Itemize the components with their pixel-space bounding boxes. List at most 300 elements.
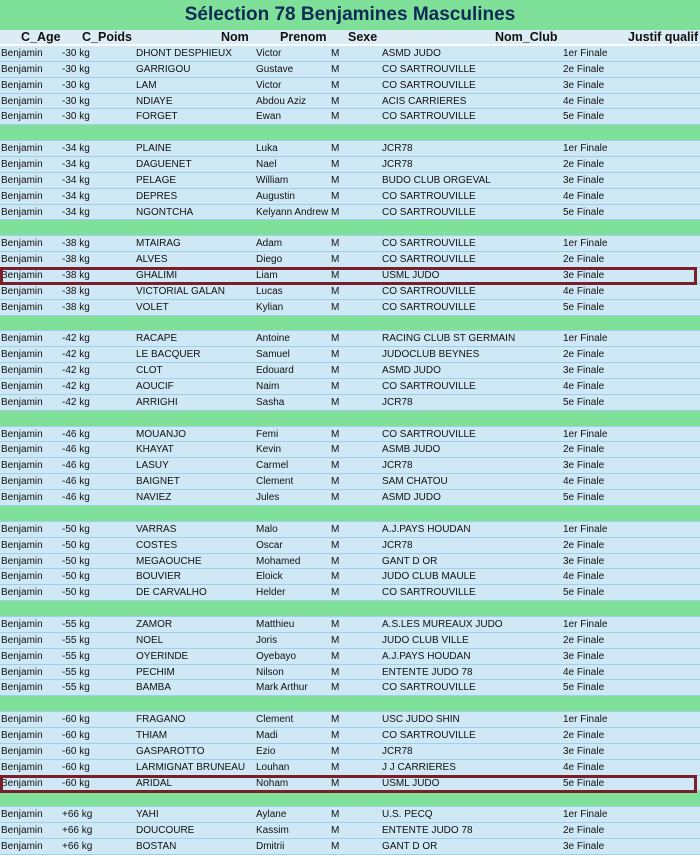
cell-justif-qualif: 1er Finale xyxy=(563,333,608,345)
cell-justif-qualif: 2e Finale xyxy=(563,349,605,361)
cell-nom-club: JCR78 xyxy=(382,539,413,551)
cell-prenom: Eloick xyxy=(256,571,283,583)
cell-c-poids: -42 kg xyxy=(62,396,90,408)
cell-sexe: M xyxy=(331,396,340,408)
cell-nom-club: GANT D OR xyxy=(382,555,438,567)
cell-sexe: M xyxy=(331,159,340,171)
cell-justif-qualif: 2e Finale xyxy=(563,63,605,75)
cell-sexe: M xyxy=(331,587,340,599)
cell-sexe: M xyxy=(331,492,340,504)
cell-nom-club: JCR78 xyxy=(382,396,413,408)
cell-justif-qualif: 5e Finale xyxy=(563,777,605,789)
cell-c-age: Benjamin xyxy=(1,48,43,59)
cell-c-poids: -38 kg xyxy=(62,285,90,297)
cell-sexe: M xyxy=(331,79,340,91)
cell-prenom: William xyxy=(256,174,289,186)
cell-prenom: Gustave xyxy=(256,63,294,75)
table-row xyxy=(0,712,700,728)
cell-nom-club: ASMD JUDO xyxy=(382,365,441,377)
cell-nom: LAM xyxy=(136,79,157,91)
cell-c-age: Benjamin xyxy=(1,745,43,757)
separator-row xyxy=(0,696,700,712)
cell-prenom: Kevin xyxy=(256,444,282,456)
cell-nom-club: ACIS CARRIERES xyxy=(382,95,467,107)
table-row xyxy=(0,538,700,554)
cell-justif-qualif: 4e Finale xyxy=(563,666,605,678)
cell-c-poids: -38 kg xyxy=(62,254,90,266)
table-row xyxy=(0,744,700,760)
cell-nom-club: J J CARRIERES xyxy=(382,761,456,773)
header-prenom: Prenom xyxy=(280,30,327,44)
cell-sexe: M xyxy=(331,301,340,313)
cell-c-age: Benjamin xyxy=(1,95,43,107)
cell-nom-club: CO SARTROUVILLE xyxy=(382,63,476,75)
cell-c-age: Benjamin xyxy=(1,254,43,266)
cell-c-poids: -46 kg xyxy=(62,428,90,440)
cell-c-age: Benjamin xyxy=(1,714,43,726)
separator-row xyxy=(0,316,700,332)
cell-sexe: M xyxy=(331,460,340,472)
cell-prenom: Liam xyxy=(256,270,278,282)
cell-nom-club: JCR78 xyxy=(382,159,413,171)
cell-nom: AOUCIF xyxy=(136,381,174,393)
cell-sexe: M xyxy=(331,333,340,345)
cell-justif-qualif: 2e Finale xyxy=(563,539,605,551)
cell-c-age: Benjamin xyxy=(1,809,43,821)
cell-sexe: M xyxy=(331,95,340,107)
cell-nom: YAHI xyxy=(136,809,159,821)
table-row xyxy=(0,839,700,855)
cell-c-age: Benjamin xyxy=(1,143,43,155)
cell-sexe: M xyxy=(331,825,340,837)
cell-c-age: Benjamin xyxy=(1,492,43,504)
cell-prenom: Nilson xyxy=(256,666,284,678)
table-row xyxy=(0,46,700,62)
cell-nom: NGONTCHA xyxy=(136,206,194,218)
cell-c-poids: -46 kg xyxy=(62,492,90,504)
table-row xyxy=(0,78,700,94)
cell-prenom: Oscar xyxy=(256,539,283,551)
cell-nom-club: BUDO CLUB ORGEVAL xyxy=(382,174,491,186)
cell-justif-qualif: 5e Finale xyxy=(563,682,605,694)
cell-nom: ZAMOR xyxy=(136,618,173,630)
table-row xyxy=(0,205,700,221)
cell-c-age: Benjamin xyxy=(1,444,43,456)
cell-nom: LARMIGNAT BRUNEAU xyxy=(136,761,246,773)
cell-c-age: Benjamin xyxy=(1,111,43,123)
cell-nom-club: U.S. PECQ xyxy=(382,809,433,821)
cell-justif-qualif: 5e Finale xyxy=(563,396,605,408)
separator-row xyxy=(0,506,700,522)
table-row xyxy=(0,347,700,363)
cell-sexe: M xyxy=(331,190,340,202)
cell-nom: BAIGNET xyxy=(136,476,180,488)
cell-c-poids: -55 kg xyxy=(62,618,90,630)
cell-justif-qualif: 5e Finale xyxy=(563,492,605,504)
cell-nom-club: CO SARTROUVILLE xyxy=(382,254,476,266)
cell-c-poids: -60 kg xyxy=(62,714,90,726)
cell-nom: ARIDAL xyxy=(136,777,173,789)
cell-c-poids: -42 kg xyxy=(62,349,90,361)
table-row xyxy=(0,569,700,585)
cell-c-poids: -34 kg xyxy=(62,159,90,171)
cell-nom: BAMBA xyxy=(136,682,172,694)
cell-justif-qualif: 1er Finale xyxy=(563,809,608,821)
cell-sexe: M xyxy=(331,777,340,789)
cell-c-poids: -55 kg xyxy=(62,666,90,678)
cell-nom: OYERINDE xyxy=(136,650,189,662)
cell-c-poids: -34 kg xyxy=(62,190,90,202)
cell-c-age: Benjamin xyxy=(1,729,43,741)
cell-c-age: Benjamin xyxy=(1,777,43,789)
cell-c-poids: -55 kg xyxy=(62,650,90,662)
cell-c-age: Benjamin xyxy=(1,555,43,567)
cell-c-age: Benjamin xyxy=(1,238,43,250)
cell-c-poids: -42 kg xyxy=(62,333,90,345)
cell-prenom: Malo xyxy=(256,523,278,535)
cell-prenom: Oyebayo xyxy=(256,650,297,662)
cell-nom: VOLET xyxy=(136,301,169,313)
cell-nom: DE CARVALHO xyxy=(136,587,207,599)
table-row xyxy=(0,62,700,78)
table-row xyxy=(0,157,700,173)
table-row xyxy=(0,363,700,379)
cell-c-age: Benjamin xyxy=(1,63,43,75)
cell-sexe: M xyxy=(331,650,340,662)
cell-c-age: Benjamin xyxy=(1,381,43,393)
cell-c-age: Benjamin xyxy=(1,190,43,202)
cell-sexe: M xyxy=(331,634,340,646)
cell-nom: THIAM xyxy=(136,729,168,741)
separator-row xyxy=(0,125,700,141)
table-row xyxy=(0,395,700,411)
cell-prenom: Kassim xyxy=(256,825,289,837)
cell-nom-club: ASMB JUDO xyxy=(382,444,441,456)
cell-c-poids: -46 kg xyxy=(62,460,90,472)
cell-sexe: M xyxy=(331,666,340,678)
cell-prenom: Mark Arthur xyxy=(256,682,308,694)
cell-sexe: M xyxy=(331,729,340,741)
cell-prenom: Aylane xyxy=(256,809,287,821)
cell-prenom: Abdou Aziz xyxy=(256,95,307,107)
cell-c-poids: -42 kg xyxy=(62,365,90,377)
table-row xyxy=(0,633,700,649)
cell-sexe: M xyxy=(331,840,340,852)
cell-justif-qualif: 1er Finale xyxy=(563,714,608,726)
table-row xyxy=(0,300,700,316)
cell-nom: ALVES xyxy=(136,254,168,266)
table-row xyxy=(0,331,700,347)
cell-nom: LASUY xyxy=(136,460,169,472)
cell-justif-qualif: 1er Finale xyxy=(563,523,608,535)
cell-prenom: Lucas xyxy=(256,285,283,297)
cell-nom-club: CO SARTROUVILLE xyxy=(382,238,476,250)
cell-justif-qualif: 2e Finale xyxy=(563,825,605,837)
cell-justif-qualif: 1er Finale xyxy=(563,143,608,155)
cell-prenom: Ewan xyxy=(256,111,282,123)
table-row xyxy=(0,427,700,443)
cell-prenom: Joris xyxy=(256,634,278,646)
cell-justif-qualif: 4e Finale xyxy=(563,95,605,107)
table-row xyxy=(0,554,700,570)
table-row xyxy=(0,236,700,252)
cell-nom: COSTES xyxy=(136,539,178,551)
cell-c-poids: -34 kg xyxy=(62,143,90,155)
cell-prenom: Adam xyxy=(256,238,283,250)
cell-nom: RACAPE xyxy=(136,333,178,345)
cell-c-poids: +66 kg xyxy=(62,840,93,852)
cell-justif-qualif: 4e Finale xyxy=(563,761,605,773)
cell-c-poids: -38 kg xyxy=(62,301,90,313)
cell-sexe: M xyxy=(331,381,340,393)
cell-sexe: M xyxy=(331,63,340,75)
cell-c-poids: -50 kg xyxy=(62,571,90,583)
cell-nom: MEGAOUCHE xyxy=(136,555,202,567)
cell-prenom: Clement xyxy=(256,476,294,488)
table-row xyxy=(0,649,700,665)
cell-nom: CLOT xyxy=(136,365,163,377)
cell-c-poids: -38 kg xyxy=(62,270,90,282)
cell-nom: DOUCOURE xyxy=(136,825,195,837)
cell-nom: GHALIMI xyxy=(136,270,178,282)
cell-c-age: Benjamin xyxy=(1,618,43,630)
cell-c-age: Benjamin xyxy=(1,634,43,646)
cell-c-poids: -50 kg xyxy=(62,555,90,567)
cell-prenom: Victor xyxy=(256,48,282,59)
cell-nom-club: JUDO CLUB VILLE xyxy=(382,634,469,646)
cell-justif-qualif: 2e Finale xyxy=(563,729,605,741)
cell-sexe: M xyxy=(331,618,340,630)
cell-c-age: Benjamin xyxy=(1,174,43,186)
cell-sexe: M xyxy=(331,476,340,488)
cell-justif-qualif: 2e Finale xyxy=(563,254,605,266)
table-row xyxy=(0,189,700,205)
cell-nom: KHAYAT xyxy=(136,444,174,456)
cell-nom: PLAINE xyxy=(136,143,172,155)
cell-prenom: Antoine xyxy=(256,333,290,345)
cell-sexe: M xyxy=(331,270,340,282)
cell-justif-qualif: 3e Finale xyxy=(563,840,605,852)
cell-prenom: Luka xyxy=(256,143,278,155)
cell-justif-qualif: 2e Finale xyxy=(563,159,605,171)
cell-justif-qualif: 4e Finale xyxy=(563,476,605,488)
cell-sexe: M xyxy=(331,285,340,297)
table-row xyxy=(0,284,700,300)
table-row xyxy=(0,776,700,792)
cell-c-age: Benjamin xyxy=(1,666,43,678)
cell-c-poids: +66 kg xyxy=(62,809,93,821)
cell-justif-qualif: 3e Finale xyxy=(563,174,605,186)
cell-prenom: Clement xyxy=(256,714,294,726)
cell-c-age: Benjamin xyxy=(1,349,43,361)
cell-prenom: Matthieu xyxy=(256,618,295,630)
cell-c-poids: -50 kg xyxy=(62,587,90,599)
table-row xyxy=(0,442,700,458)
cell-nom: PELAGE xyxy=(136,174,177,186)
cell-nom-club: CO SARTROUVILLE xyxy=(382,111,476,123)
cell-nom-club: A.J.PAYS HOUDAN xyxy=(382,523,471,535)
cell-prenom: Dmitrii xyxy=(256,840,285,852)
cell-c-poids: -60 kg xyxy=(62,729,90,741)
cell-justif-qualif: 3e Finale xyxy=(563,460,605,472)
cell-nom-club: SAM CHATOU xyxy=(382,476,448,488)
cell-c-age: Benjamin xyxy=(1,396,43,408)
table-header xyxy=(0,30,700,44)
cell-nom: DEPRES xyxy=(136,190,178,202)
cell-c-poids: -55 kg xyxy=(62,682,90,694)
cell-nom-club: USC JUDO SHIN xyxy=(382,714,460,726)
cell-c-poids: -60 kg xyxy=(62,745,90,757)
cell-nom: LE BACQUER xyxy=(136,349,201,361)
table-row xyxy=(0,665,700,681)
cell-nom-club: ENTENTE JUDO 78 xyxy=(382,825,473,837)
cell-justif-qualif: 3e Finale xyxy=(563,555,605,567)
cell-c-age: Benjamin xyxy=(1,206,43,218)
cell-c-poids: -38 kg xyxy=(62,238,90,250)
cell-prenom: Jules xyxy=(256,492,280,504)
cell-sexe: M xyxy=(331,745,340,757)
cell-c-poids: -34 kg xyxy=(62,206,90,218)
cell-nom: VICTORIAL GALAN xyxy=(136,285,225,297)
cell-justif-qualif: 3e Finale xyxy=(563,365,605,377)
cell-c-poids: -50 kg xyxy=(62,539,90,551)
cell-nom-club: GANT D OR xyxy=(382,840,438,852)
cell-nom-club: CO SARTROUVILLE xyxy=(382,301,476,313)
header-sexe: Sexe xyxy=(348,30,378,44)
table-row xyxy=(0,728,700,744)
cell-sexe: M xyxy=(331,349,340,361)
cell-c-poids: -30 kg xyxy=(62,48,90,59)
cell-justif-qualif: 4e Finale xyxy=(563,285,605,297)
separator-row xyxy=(0,601,700,617)
separator-row xyxy=(0,791,700,807)
cell-prenom: Carmel xyxy=(256,460,289,472)
cell-prenom: Ezio xyxy=(256,745,276,757)
table-row xyxy=(0,141,700,157)
cell-sexe: M xyxy=(331,143,340,155)
cell-nom-club: CO SARTROUVILLE xyxy=(382,729,476,741)
cell-c-age: Benjamin xyxy=(1,460,43,472)
table-row xyxy=(0,94,700,110)
cell-sexe: M xyxy=(331,238,340,250)
cell-justif-qualif: 4e Finale xyxy=(563,381,605,393)
cell-prenom: Samuel xyxy=(256,349,290,361)
table-row xyxy=(0,379,700,395)
cell-c-poids: -30 kg xyxy=(62,63,90,75)
cell-c-age: Benjamin xyxy=(1,682,43,694)
cell-prenom: Sasha xyxy=(256,396,285,408)
cell-justif-qualif: 5e Finale xyxy=(563,206,605,218)
cell-nom-club: JUDO CLUB MAULE xyxy=(382,571,476,583)
cell-c-age: Benjamin xyxy=(1,539,43,551)
table-row xyxy=(0,680,700,696)
cell-c-age: Benjamin xyxy=(1,428,43,440)
cell-prenom: Victor xyxy=(256,79,282,91)
cell-nom-club: A.S.LES MUREAUX JUDO xyxy=(382,618,503,630)
cell-sexe: M xyxy=(331,809,340,821)
header-justif-qualif: Justif qualif xyxy=(628,30,699,44)
cell-justif-qualif: 5e Finale xyxy=(563,111,605,123)
cell-justif-qualif: 1er Finale xyxy=(563,48,608,59)
cell-sexe: M xyxy=(331,111,340,123)
cell-c-age: Benjamin xyxy=(1,79,43,91)
cell-nom-club: CO SARTROUVILLE xyxy=(382,428,476,440)
cell-nom: ARRIGHI xyxy=(136,396,178,408)
table-row xyxy=(0,823,700,839)
cell-justif-qualif: 3e Finale xyxy=(563,745,605,757)
cell-sexe: M xyxy=(331,539,340,551)
cell-c-age: Benjamin xyxy=(1,587,43,599)
cell-justif-qualif: 5e Finale xyxy=(563,301,605,313)
cell-c-age: Benjamin xyxy=(1,840,43,852)
cell-justif-qualif: 4e Finale xyxy=(563,571,605,583)
cell-c-poids: -46 kg xyxy=(62,444,90,456)
table-row xyxy=(0,522,700,538)
cell-c-poids: -30 kg xyxy=(62,79,90,91)
cell-prenom: Madi xyxy=(256,729,278,741)
cell-sexe: M xyxy=(331,682,340,694)
cell-c-age: Benjamin xyxy=(1,159,43,171)
table-row xyxy=(0,458,700,474)
cell-nom-club: ASMD JUDO xyxy=(382,48,441,59)
cell-nom-club: CO SARTROUVILLE xyxy=(382,587,476,599)
cell-c-age: Benjamin xyxy=(1,523,43,535)
header-c-age: C_Age xyxy=(21,30,61,44)
cell-sexe: M xyxy=(331,444,340,456)
cell-sexe: M xyxy=(331,523,340,535)
cell-justif-qualif: 1er Finale xyxy=(563,618,608,630)
cell-nom-club: ENTENTE JUDO 78 xyxy=(382,666,473,678)
table-row xyxy=(0,760,700,776)
cell-nom: VARRAS xyxy=(136,523,177,535)
header-nom: Nom xyxy=(221,30,249,44)
cell-nom-club: A.J.PAYS HOUDAN xyxy=(382,650,471,662)
cell-prenom: Naim xyxy=(256,381,280,393)
cell-c-age: Benjamin xyxy=(1,476,43,488)
cell-c-age: Benjamin xyxy=(1,761,43,773)
cell-justif-qualif: 2e Finale xyxy=(563,444,605,456)
cell-nom: MOUANJO xyxy=(136,428,186,440)
cell-prenom: Augustin xyxy=(256,190,295,202)
separator-row xyxy=(0,411,700,427)
table-row xyxy=(0,474,700,490)
cell-c-age: Benjamin xyxy=(1,825,43,837)
cell-c-poids: -50 kg xyxy=(62,523,90,535)
cell-nom-club: JCR78 xyxy=(382,460,413,472)
cell-c-poids: -60 kg xyxy=(62,761,90,773)
cell-c-age: Benjamin xyxy=(1,571,43,583)
cell-nom: PECHIM xyxy=(136,666,175,678)
cell-c-poids: -42 kg xyxy=(62,381,90,393)
cell-nom: DHONT DESPHIEUX xyxy=(136,48,232,59)
table-row xyxy=(0,252,700,268)
cell-nom-club: CO SARTROUVILLE xyxy=(382,190,476,202)
cell-nom-club: JCR78 xyxy=(382,143,413,155)
cell-sexe: M xyxy=(331,428,340,440)
cell-c-poids: -30 kg xyxy=(62,95,90,107)
cell-prenom: Edouard xyxy=(256,365,294,377)
cell-c-age: Benjamin xyxy=(1,650,43,662)
cell-nom: FRAGANO xyxy=(136,714,186,726)
cell-nom: GARRIGOU xyxy=(136,63,191,75)
cell-nom-club: CO SARTROUVILLE xyxy=(382,285,476,297)
cell-nom: FORGET xyxy=(136,111,178,123)
cell-nom-club: RACING CLUB ST GERMAIN xyxy=(382,333,516,345)
table-row xyxy=(0,268,700,284)
cell-prenom: Diego xyxy=(256,254,283,266)
table-row xyxy=(0,617,700,633)
cell-c-poids: -30 kg xyxy=(62,111,90,123)
